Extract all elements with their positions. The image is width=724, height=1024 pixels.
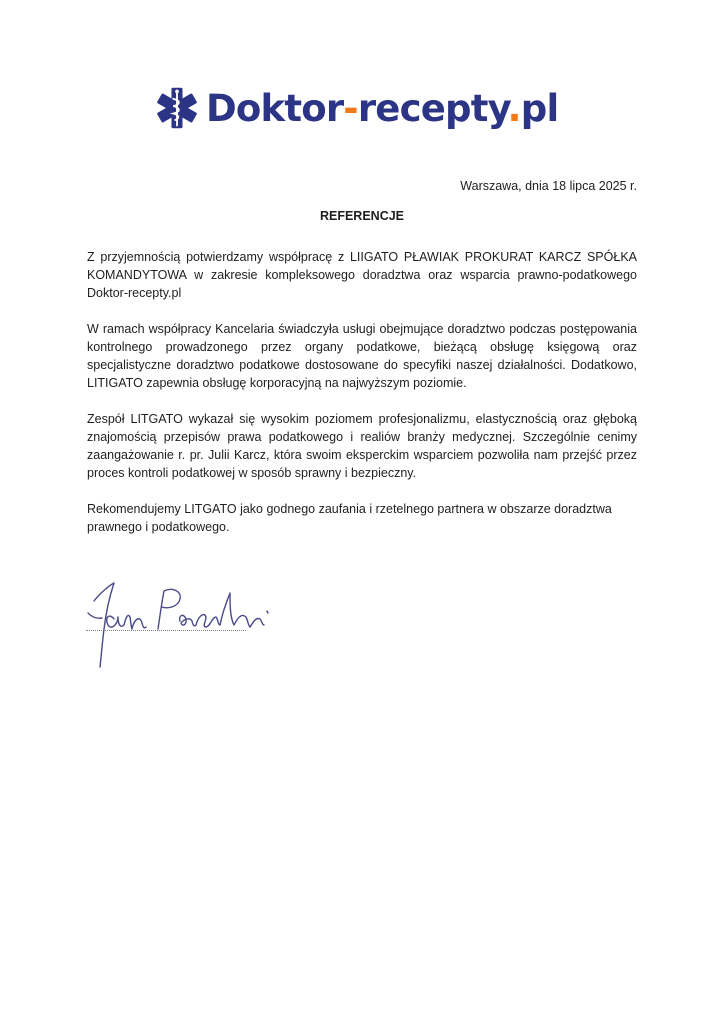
handwritten-signature: [84, 573, 284, 673]
paragraph-3: Zespół LITGATO wykazał się wysokim poziomem profesjonalizmu, elastycznością oraz głęboką znajomością przepisów prawa podatkowego i realiów branży medycznej. Szczególnie cenimy zaangażowanie r. pr. Julii Karcz, która swoim eksperckim wsparciem pozwoliła nam przejść przez proces kontroli podatkowej w sposób sprawny i bezpieczny.: [87, 412, 637, 480]
brand-second: recepty: [357, 86, 508, 130]
brand-tld: pl: [520, 86, 559, 130]
brand-wordmark: [206, 86, 559, 130]
letter-body: [87, 248, 637, 554]
brand-main: Doktor: [206, 86, 344, 130]
paragraph-4: Rekomendujemy LITGATO jako godnego zaufania i rzetelnego partnera w obszarze doradztwa prawnego i podatkowego.: [87, 502, 612, 534]
paragraph-2: W ramach współpracy Kancelaria świadczyła usługi obejmujące doradztwo podczas postępowania kontrolnego prowadzonego przez organy podatkowe, bieżącą obsługę księgową oraz specjalistyczne doradztwo podatkowe dostosowane do specyfiki naszej działalności. Dodatkowo, LITIGATO zapewnia obsługę korporacyjną na najwyższym poziomie.: [87, 322, 637, 390]
company-logo: [154, 84, 558, 132]
brand-dash: -: [343, 86, 358, 130]
signature-line: [86, 630, 246, 631]
star-of-life-icon: [154, 85, 200, 131]
document-title: REFERENCJE: [319, 209, 405, 223]
paragraph-1: Z przyjemnością potwierdzamy współpracę z LIIGATO PŁAWIAK PROKURAT KARCZ SPÓŁKA KOMANDYTOWA w zakresie kompleksowego doradztwa oraz wsparcia prawno-podatkowego Doktor-recepty.pl: [87, 250, 637, 300]
brand-dot: .: [507, 86, 521, 130]
date-line: Warszawa, dnia 18 lipca 2025 r.: [460, 179, 637, 193]
